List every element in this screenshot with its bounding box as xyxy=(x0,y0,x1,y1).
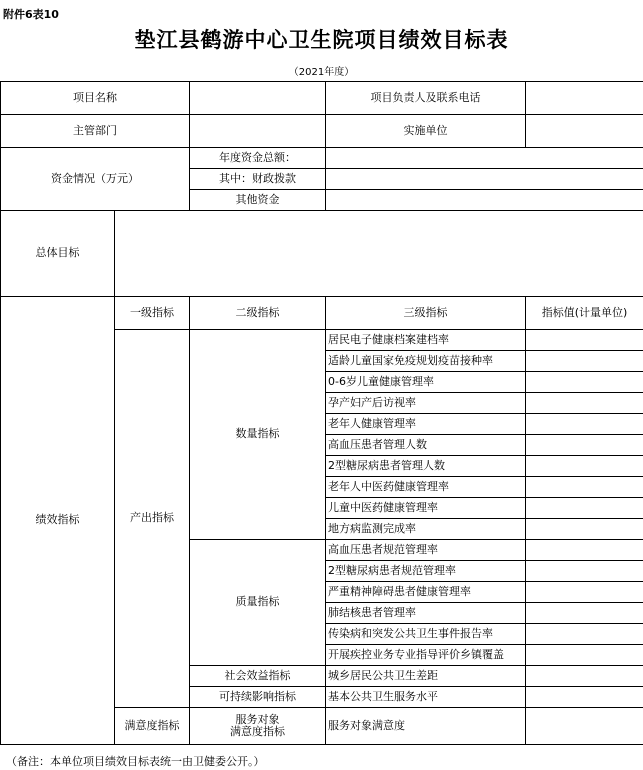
level3-item: 严重精神障碍患者健康管理率 xyxy=(326,582,526,603)
target-value-cell[interactable] xyxy=(526,666,643,687)
supervisor-label: 主管部门 xyxy=(1,115,190,148)
target-value-cell[interactable] xyxy=(526,456,643,477)
target-value-cell[interactable] xyxy=(526,477,643,498)
level3-item: 地方病监测完成率 xyxy=(326,519,526,540)
quality-indicator-label: 质量指标 xyxy=(190,540,326,666)
target-value-cell[interactable] xyxy=(526,645,643,666)
performance-target-table xyxy=(0,81,643,745)
target-value-cell[interactable] xyxy=(526,330,643,351)
level3-item: 居民电子健康档案建档率 xyxy=(326,330,526,351)
supervisor-value[interactable] xyxy=(190,115,326,148)
target-value-cell[interactable] xyxy=(526,561,643,582)
level3-item: 老年人健康管理率 xyxy=(326,414,526,435)
target-value-cell[interactable] xyxy=(526,519,643,540)
impl-unit-label: 实施单位 xyxy=(326,115,526,148)
level3-item: 2型糖尿病患者规范管理率 xyxy=(326,561,526,582)
footnote: （备注：本单位项目绩效目标表统一由卫健委公开。） xyxy=(6,755,265,768)
social-benefit-label: 社会效益指标 xyxy=(190,666,326,687)
sustainability-label: 可持续影响指标 xyxy=(190,687,326,708)
level3-item: 基本公共卫生服务水平 xyxy=(326,687,526,708)
target-value-cell[interactable] xyxy=(526,393,643,414)
funds-label: 资金情况（万元） xyxy=(1,148,190,211)
target-value-cell[interactable] xyxy=(526,498,643,519)
header-level3: 三级指标 xyxy=(326,297,526,330)
target-value-cell[interactable] xyxy=(526,687,643,708)
target-value-cell[interactable] xyxy=(526,351,643,372)
project-name-value[interactable] xyxy=(190,82,326,115)
page-title: 垫江县鹤游中心卫生院项目绩效目标表 xyxy=(134,27,509,52)
year-label: （2021年度） xyxy=(288,67,355,78)
overall-goal-label: 总体目标 xyxy=(1,211,115,297)
header-target: 指标值(计量单位) xyxy=(526,297,643,330)
level3-item: 传染病和突发公共卫生事件报告率 xyxy=(326,624,526,645)
level3-item: 开展疾控业务专业指导评价乡镇覆盖 xyxy=(326,645,526,666)
level3-item: 高血压患者管理人数 xyxy=(326,435,526,456)
satisfaction-indicator-label: 满意度指标 xyxy=(115,708,190,745)
target-value-cell[interactable] xyxy=(526,603,643,624)
perf-indicator-label: 绩效指标 xyxy=(1,297,115,745)
target-value-cell[interactable] xyxy=(526,708,643,745)
satisfaction-sublabel-line2: 满意度指标 xyxy=(230,725,285,738)
funds-other-value[interactable] xyxy=(326,190,643,211)
level3-item: 高血压患者规范管理率 xyxy=(326,540,526,561)
level3-item: 2型糖尿病患者管理人数 xyxy=(326,456,526,477)
level3-item: 儿童中医药健康管理率 xyxy=(326,498,526,519)
project-name-label: 项目名称 xyxy=(1,82,190,115)
target-value-cell[interactable] xyxy=(526,435,643,456)
level3-item: 肺结核患者管理率 xyxy=(326,603,526,624)
funds-other-label: 其他资金 xyxy=(190,190,326,211)
output-indicator-label: 产出指标 xyxy=(115,330,190,708)
level3-item: 城乡居民公共卫生差距 xyxy=(326,666,526,687)
funds-fiscal-label: 其中：财政拨款 xyxy=(190,169,326,190)
target-value-cell[interactable] xyxy=(526,582,643,603)
level3-item: 孕产妇产后访视率 xyxy=(326,393,526,414)
target-value-cell[interactable] xyxy=(526,372,643,393)
satisfaction-sublabel xyxy=(190,708,326,745)
satisfaction-sublabel-line1: 服务对象 xyxy=(235,712,280,726)
attachment-label: 附件6表10 xyxy=(3,8,59,21)
funds-total-label: 年度资金总额： xyxy=(190,148,326,169)
project-contact-value[interactable] xyxy=(526,82,643,115)
header-level2: 二级指标 xyxy=(190,297,326,330)
level3-item: 0-6岁儿童健康管理率 xyxy=(326,372,526,393)
funds-total-value[interactable] xyxy=(326,148,643,169)
overall-goal-value[interactable] xyxy=(115,211,643,297)
level3-item: 适龄儿童国家免疫规划疫苗接种率 xyxy=(326,351,526,372)
level3-item: 服务对象满意度 xyxy=(326,708,526,745)
level3-item: 老年人中医药健康管理率 xyxy=(326,477,526,498)
target-value-cell[interactable] xyxy=(526,624,643,645)
impl-unit-value[interactable] xyxy=(526,115,643,148)
funds-fiscal-value[interactable] xyxy=(326,169,643,190)
quantity-indicator-label: 数量指标 xyxy=(190,330,326,540)
header-level1: 一级指标 xyxy=(115,297,190,330)
project-contact-label: 项目负责人及联系电话 xyxy=(326,82,526,115)
target-value-cell[interactable] xyxy=(526,540,643,561)
target-value-cell[interactable] xyxy=(526,414,643,435)
